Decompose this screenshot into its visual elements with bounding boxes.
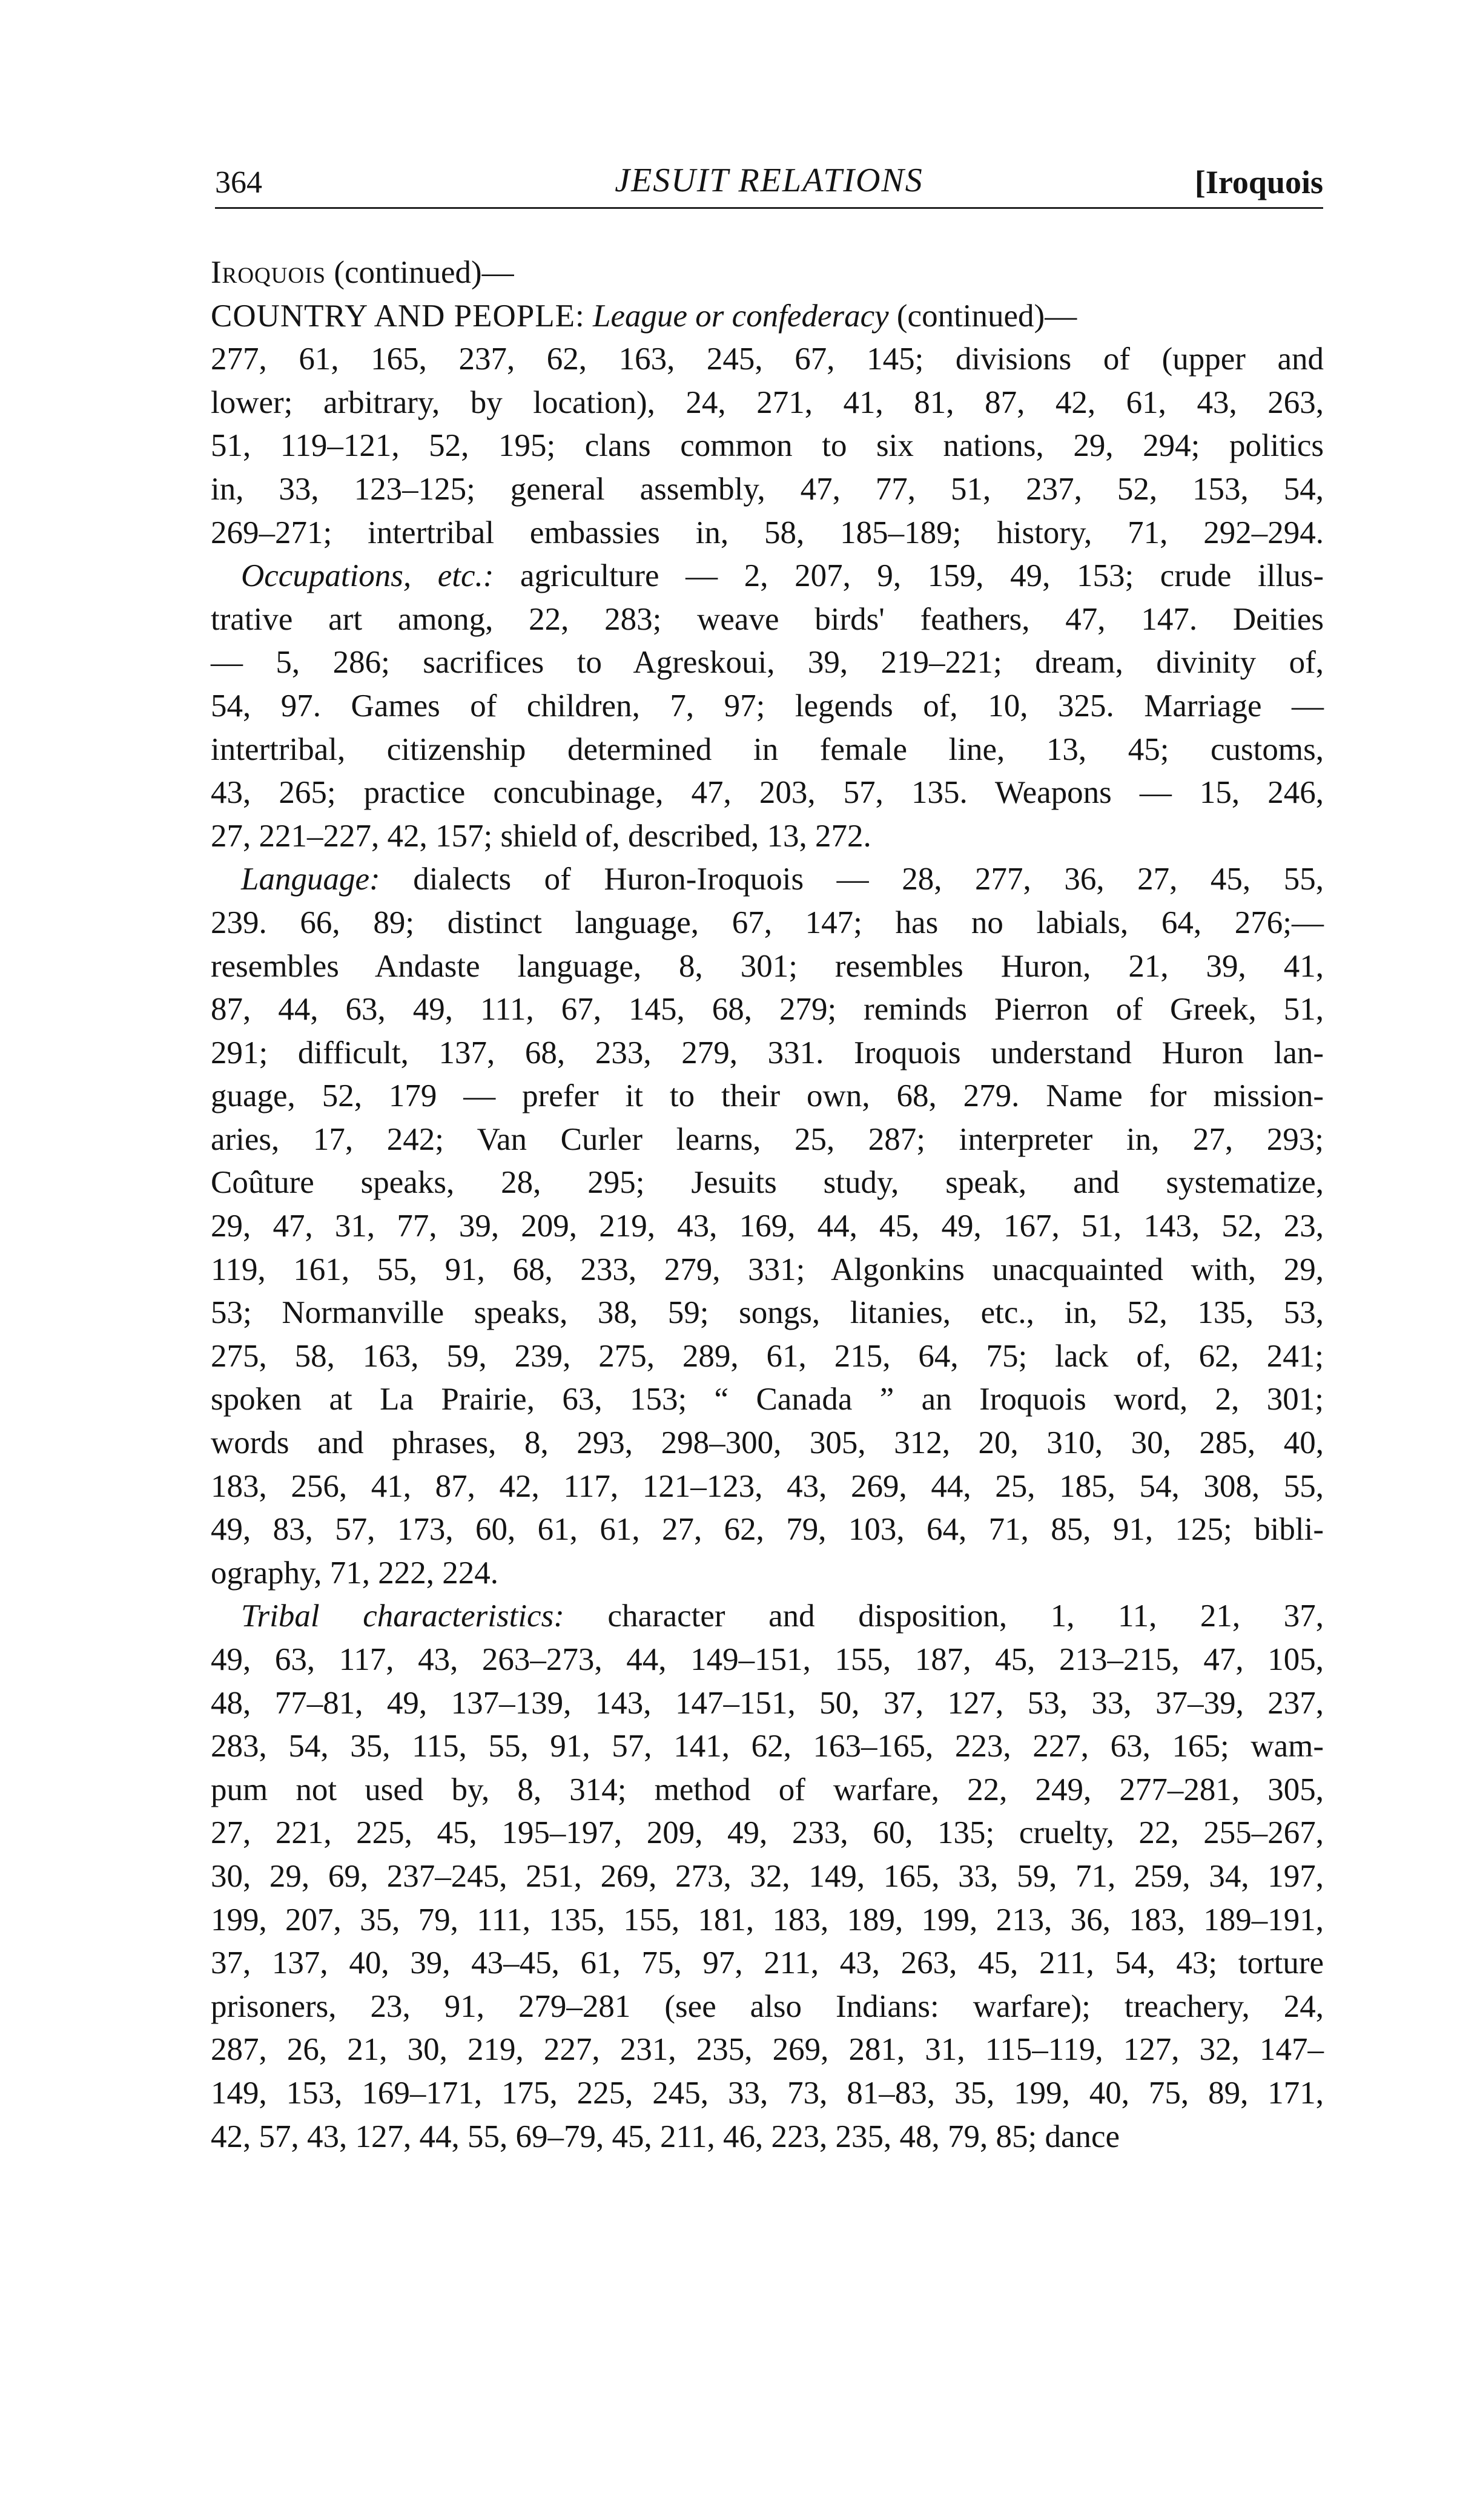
text-line: 51, 119–121, 52, 195; clans common to six nations, 29, 294; politics: [211, 428, 1324, 464]
text-line: 275, 58, 163, 59, 239, 275, 289, 61, 215, 64, 75; lack of, 62, 241;: [211, 1338, 1324, 1374]
text-line: 269–271; intertribal embassies in, 58, 185–189; history, 71, 292–294.: [211, 515, 1324, 550]
text-line: 48, 77–81, 49, 137–139, 143, 147–151, 50, 37, 127, 53, 33, 37–39, 237,: [211, 1685, 1324, 1721]
text-line: guage, 52, 179 — prefer it to their own, 68, 279. Name for mission-: [211, 1078, 1324, 1114]
text-line: 42, 57, 43, 127, 44, 55, 69–79, 45, 211, 46, 223, 235, 48, 79, 85; dance: [211, 2119, 1120, 2154]
text-line: 27, 221, 225, 45, 195–197, 209, 49, 233, 60, 135; cruelty, 22, 255–267,: [211, 1815, 1324, 1851]
text-line: Iroquois (continued)—: [211, 255, 514, 290]
text-line: 291; difficult, 137, 68, 233, 279, 331. Iroquois understand Huron lan-: [211, 1035, 1324, 1070]
text-line: 149, 153, 169–171, 175, 225, 245, 33, 73, 81–83, 35, 199, 40, 75, 89, 171,: [211, 2075, 1324, 2111]
text-line: aries, 17, 242; Van Curler learns, 25, 287; interpreter in, 27, 293;: [211, 1121, 1324, 1157]
text-line: — 5, 286; sacrifices to Agreskoui, 39, 219–221; dream, divinity of,: [211, 645, 1324, 681]
text-line: Occupations, etc.: agriculture — 2, 207, 9, 159, 49, 153; crude illus-: [241, 558, 1324, 594]
text-line: 49, 83, 57, 173, 60, 61, 61, 27, 62, 79, 103, 64, 71, 85, 91, 125; bibli-: [211, 1512, 1324, 1548]
text-line: COUNTRY AND PEOPLE: League or confederacy (continued)—: [211, 298, 1077, 334]
text-line: 27, 221–227, 42, 157; shield of, described, 13, 272.: [211, 818, 871, 854]
text-line: 239. 66, 89; distinct language, 67, 147; has no labials, 64, 276;—: [211, 905, 1324, 940]
text-line: 30, 29, 69, 237–245, 251, 269, 273, 32, 149, 165, 33, 59, 71, 259, 34, 197,: [211, 1858, 1324, 1894]
text-line: 277, 61, 165, 237, 62, 163, 245, 67, 145; divisions of (upper and: [211, 341, 1324, 377]
text-line: 119, 161, 55, 91, 68, 233, 279, 331; Algonkins unacquainted with, 29,: [211, 1252, 1324, 1287]
text-line: in, 33, 123–125; general assembly, 47, 77, 51, 237, 52, 153, 54,: [211, 471, 1324, 507]
text-line: words and phrases, 8, 293, 298–300, 305, 312, 20, 310, 30, 285, 40,: [211, 1425, 1324, 1461]
text-line: trative art among, 22, 283; weave birds' feathers, 47, 147. Deities: [211, 601, 1324, 637]
text-line: ography, 71, 222, 224.: [211, 1555, 498, 1591]
text-line: 87, 44, 63, 49, 111, 67, 145, 68, 279; reminds Pierron of Greek, 51,: [211, 992, 1324, 1027]
text-line: spoken at La Prairie, 63, 153; “ Canada ” an Iroquois word, 2, 301;: [211, 1382, 1324, 1417]
text-line: 283, 54, 35, 115, 55, 91, 57, 141, 62, 163–165, 223, 227, 63, 165; wam-: [211, 1729, 1324, 1764]
text-line: 49, 63, 117, 43, 263–273, 44, 149–151, 155, 187, 45, 213–215, 47, 105,: [211, 1642, 1324, 1677]
text-line: 183, 256, 41, 87, 42, 117, 121–123, 43, 269, 44, 25, 185, 54, 308, 55,: [211, 1468, 1324, 1504]
text-line: 199, 207, 35, 79, 111, 135, 155, 181, 183, 189, 199, 213, 36, 183, 189–191,: [211, 1902, 1324, 1938]
text-line: lower; arbitrary, by location), 24, 271, 41, 81, 87, 42, 61, 43, 263,: [211, 384, 1324, 420]
text-line: intertribal, citizenship determined in female line, 13, 45; customs,: [211, 731, 1324, 767]
page-number: 364: [215, 165, 262, 200]
text-line: resembles Andaste language, 8, 301; resembles Huron, 21, 39, 41,: [211, 948, 1324, 984]
text-line: 43, 265; practice concubinage, 47, 203, 57, 135. Weapons — 15, 246,: [211, 775, 1324, 811]
text-line: 54, 97. Games of children, 7, 97; legends of, 10, 325. Marriage —: [211, 688, 1324, 724]
section-tag: [Iroquois: [1194, 164, 1323, 200]
index-body-text: [211, 251, 1324, 2159]
page-header: [215, 159, 1323, 209]
text-line: 37, 137, 40, 39, 43–45, 61, 75, 97, 211, 43, 263, 45, 211, 54, 43; torture: [211, 1945, 1324, 1981]
text-line: prisoners, 23, 91, 279–281 (see also Indians: warfare); treachery, 24,: [211, 1988, 1324, 2024]
running-title: JESUIT RELATIONS: [615, 162, 923, 199]
text-line: Coûture speaks, 28, 295; Jesuits study, speak, and systematize,: [211, 1165, 1324, 1201]
text-line: pum not used by, 8, 314; method of warfare, 22, 249, 277–281, 305,: [211, 1772, 1324, 1807]
text-line: Language: dialects of Huron-Iroquois — 28, 277, 36, 27, 45, 55,: [241, 862, 1324, 897]
text-line: 29, 47, 31, 77, 39, 209, 219, 43, 169, 44, 45, 49, 167, 51, 143, 52, 23,: [211, 1209, 1324, 1244]
text-line: 53; Normanville speaks, 38, 59; songs, litanies, etc., in, 52, 135, 53,: [211, 1295, 1324, 1331]
text-line: Tribal characteristics: character and disposition, 1, 11, 21, 37,: [241, 1598, 1324, 1634]
text-line: 287, 26, 21, 30, 219, 227, 231, 235, 269, 281, 31, 115–119, 127, 32, 147–: [211, 2032, 1324, 2068]
